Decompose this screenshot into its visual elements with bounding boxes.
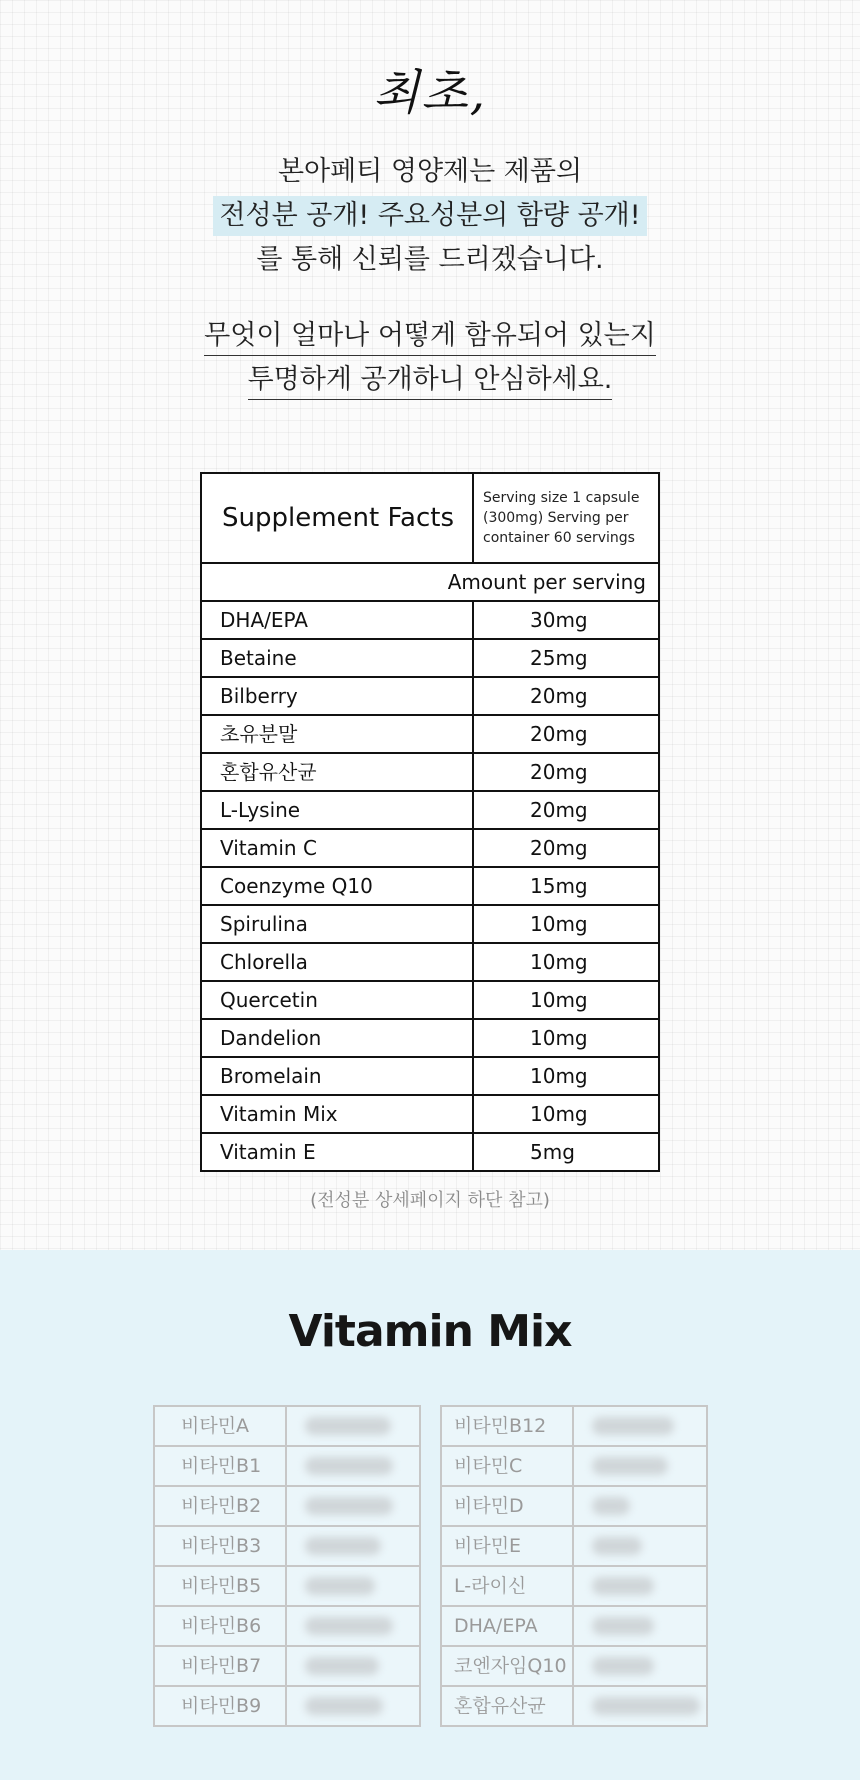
table-row bbox=[442, 1407, 706, 1447]
ingredient-amount: 15mg bbox=[530, 874, 588, 898]
vitamin-mix-table-right bbox=[440, 1405, 708, 1727]
ingredient-name: Betaine bbox=[202, 640, 474, 676]
table-row bbox=[202, 792, 658, 830]
vitamin-name: DHA/EPA bbox=[442, 1607, 574, 1645]
ingredient-amount: 10mg bbox=[530, 1102, 588, 1126]
blurred-value bbox=[574, 1567, 706, 1605]
vitamin-name: 비타민B5 bbox=[155, 1567, 287, 1605]
vitamin-name: 비타민D bbox=[442, 1487, 574, 1525]
table-row bbox=[202, 1020, 658, 1058]
ingredient-name: DHA/EPA bbox=[202, 602, 474, 638]
table-row bbox=[202, 640, 658, 678]
table-row bbox=[202, 1096, 658, 1134]
blurred-value bbox=[287, 1567, 419, 1605]
facts-footnote: (전성분 상세페이지 하단 참고) bbox=[310, 1190, 550, 1211]
ingredient-name: Quercetin bbox=[202, 982, 474, 1018]
blurred-value bbox=[574, 1687, 706, 1725]
vitamin-name: 비타민B3 bbox=[155, 1527, 287, 1565]
blurred-value bbox=[574, 1447, 706, 1485]
ingredient-amount: 10mg bbox=[530, 912, 588, 936]
table-row bbox=[202, 830, 658, 868]
table-row bbox=[202, 1134, 658, 1170]
vitamin-name: 코엔자임Q10 bbox=[442, 1647, 574, 1685]
ingredient-amount: 20mg bbox=[530, 836, 588, 860]
table-row bbox=[202, 1058, 658, 1096]
table-row bbox=[155, 1527, 419, 1567]
table-row bbox=[202, 982, 658, 1020]
table-row bbox=[155, 1647, 419, 1687]
script-title: 최초, bbox=[373, 65, 487, 121]
vitamin-name: 비타민E bbox=[442, 1527, 574, 1565]
vitamin-name: 비타민A bbox=[155, 1407, 287, 1445]
table-row bbox=[202, 906, 658, 944]
table-row bbox=[202, 716, 658, 754]
intro-highlight: 전성분 공개! 주요성분의 함량 공개! bbox=[213, 196, 646, 236]
table-row bbox=[155, 1407, 419, 1447]
ingredient-name: Dandelion bbox=[202, 1020, 474, 1056]
blurred-value bbox=[287, 1527, 419, 1565]
blurred-value bbox=[287, 1447, 419, 1485]
vitamin-name: L-라이신 bbox=[442, 1567, 574, 1605]
table-row bbox=[442, 1607, 706, 1647]
blurred-value bbox=[287, 1687, 419, 1725]
blurred-value bbox=[574, 1487, 706, 1525]
ingredient-name: 혼합유산균 bbox=[202, 754, 474, 790]
ingredient-amount: 20mg bbox=[530, 760, 588, 784]
vitamin-mix-table-left bbox=[153, 1405, 421, 1727]
table-row bbox=[202, 868, 658, 906]
ingredient-amount: 5mg bbox=[530, 1140, 575, 1164]
table-row bbox=[442, 1447, 706, 1487]
ingredient-name: Chlorella bbox=[202, 944, 474, 980]
intro-line-3: 를 통해 신뢰를 드리겠습니다. bbox=[256, 244, 604, 275]
ingredient-amount: 10mg bbox=[530, 1026, 588, 1050]
table-row bbox=[155, 1447, 419, 1487]
serving-info: Serving size 1 capsule (300mg) Serving per container 60 servings bbox=[483, 490, 640, 546]
ingredient-amount: 30mg bbox=[530, 608, 588, 632]
vitamin-name: 혼합유산균 bbox=[442, 1687, 574, 1725]
table-row bbox=[202, 678, 658, 716]
ingredient-amount: 10mg bbox=[530, 1064, 588, 1088]
table-row bbox=[202, 754, 658, 792]
ingredient-amount: 10mg bbox=[530, 988, 588, 1012]
ingredient-name: Vitamin E bbox=[202, 1134, 474, 1170]
supplement-facts-title: Supplement Facts bbox=[202, 474, 474, 562]
vitamin-name: 비타민B9 bbox=[155, 1687, 287, 1725]
vitamin-name: 비타민B6 bbox=[155, 1607, 287, 1645]
supplement-facts-header bbox=[202, 474, 658, 564]
vitamin-name: 비타민B2 bbox=[155, 1487, 287, 1525]
table-row bbox=[442, 1647, 706, 1687]
table-row bbox=[202, 602, 658, 640]
ingredient-amount: 20mg bbox=[530, 798, 588, 822]
table-row bbox=[155, 1567, 419, 1607]
table-row bbox=[442, 1527, 706, 1567]
blurred-value bbox=[574, 1647, 706, 1685]
vitamin-name: 비타민C bbox=[442, 1447, 574, 1485]
table-row bbox=[202, 944, 658, 982]
intro-text bbox=[0, 150, 860, 282]
table-row bbox=[442, 1687, 706, 1725]
table-row bbox=[442, 1567, 706, 1607]
blurred-value bbox=[574, 1527, 706, 1565]
amount-per-serving-header: Amount per serving bbox=[202, 564, 658, 602]
ingredient-name: Coenzyme Q10 bbox=[202, 868, 474, 904]
intro-line-1: 본아페티 영양제는 제품의 bbox=[277, 156, 583, 187]
ingredient-name: Spirulina bbox=[202, 906, 474, 942]
emphasis-line-2: 투명하게 공개하니 안심하세요. bbox=[248, 361, 613, 400]
vitamin-name: 비타민B7 bbox=[155, 1647, 287, 1685]
blurred-value bbox=[574, 1607, 706, 1645]
ingredient-name: Vitamin C bbox=[202, 830, 474, 866]
emphasis-line-1: 무엇이 얼마나 어떻게 함유되어 있는지 bbox=[204, 317, 656, 356]
vitamin-mix-title: Vitamin Mix bbox=[288, 1306, 572, 1357]
table-row bbox=[155, 1687, 419, 1725]
vitamin-name: 비타민B1 bbox=[155, 1447, 287, 1485]
ingredient-amount: 25mg bbox=[530, 646, 588, 670]
ingredient-amount: 20mg bbox=[530, 684, 588, 708]
blurred-value bbox=[574, 1407, 706, 1445]
emphasis-text bbox=[0, 314, 860, 402]
ingredient-name: 초유분말 bbox=[202, 716, 474, 752]
ingredient-name: Bromelain bbox=[202, 1058, 474, 1094]
table-row bbox=[155, 1487, 419, 1527]
vitamin-name: 비타민B12 bbox=[442, 1407, 574, 1445]
blurred-value bbox=[287, 1487, 419, 1525]
supplement-facts-table bbox=[200, 472, 660, 1172]
blurred-value bbox=[287, 1407, 419, 1445]
ingredient-name: Bilberry bbox=[202, 678, 474, 714]
table-row bbox=[155, 1607, 419, 1647]
ingredient-name: Vitamin Mix bbox=[202, 1096, 474, 1132]
table-row bbox=[442, 1487, 706, 1527]
ingredient-amount: 10mg bbox=[530, 950, 588, 974]
ingredient-amount: 20mg bbox=[530, 722, 588, 746]
ingredient-name: L-Lysine bbox=[202, 792, 474, 828]
blurred-value bbox=[287, 1647, 419, 1685]
blurred-value bbox=[287, 1607, 419, 1645]
